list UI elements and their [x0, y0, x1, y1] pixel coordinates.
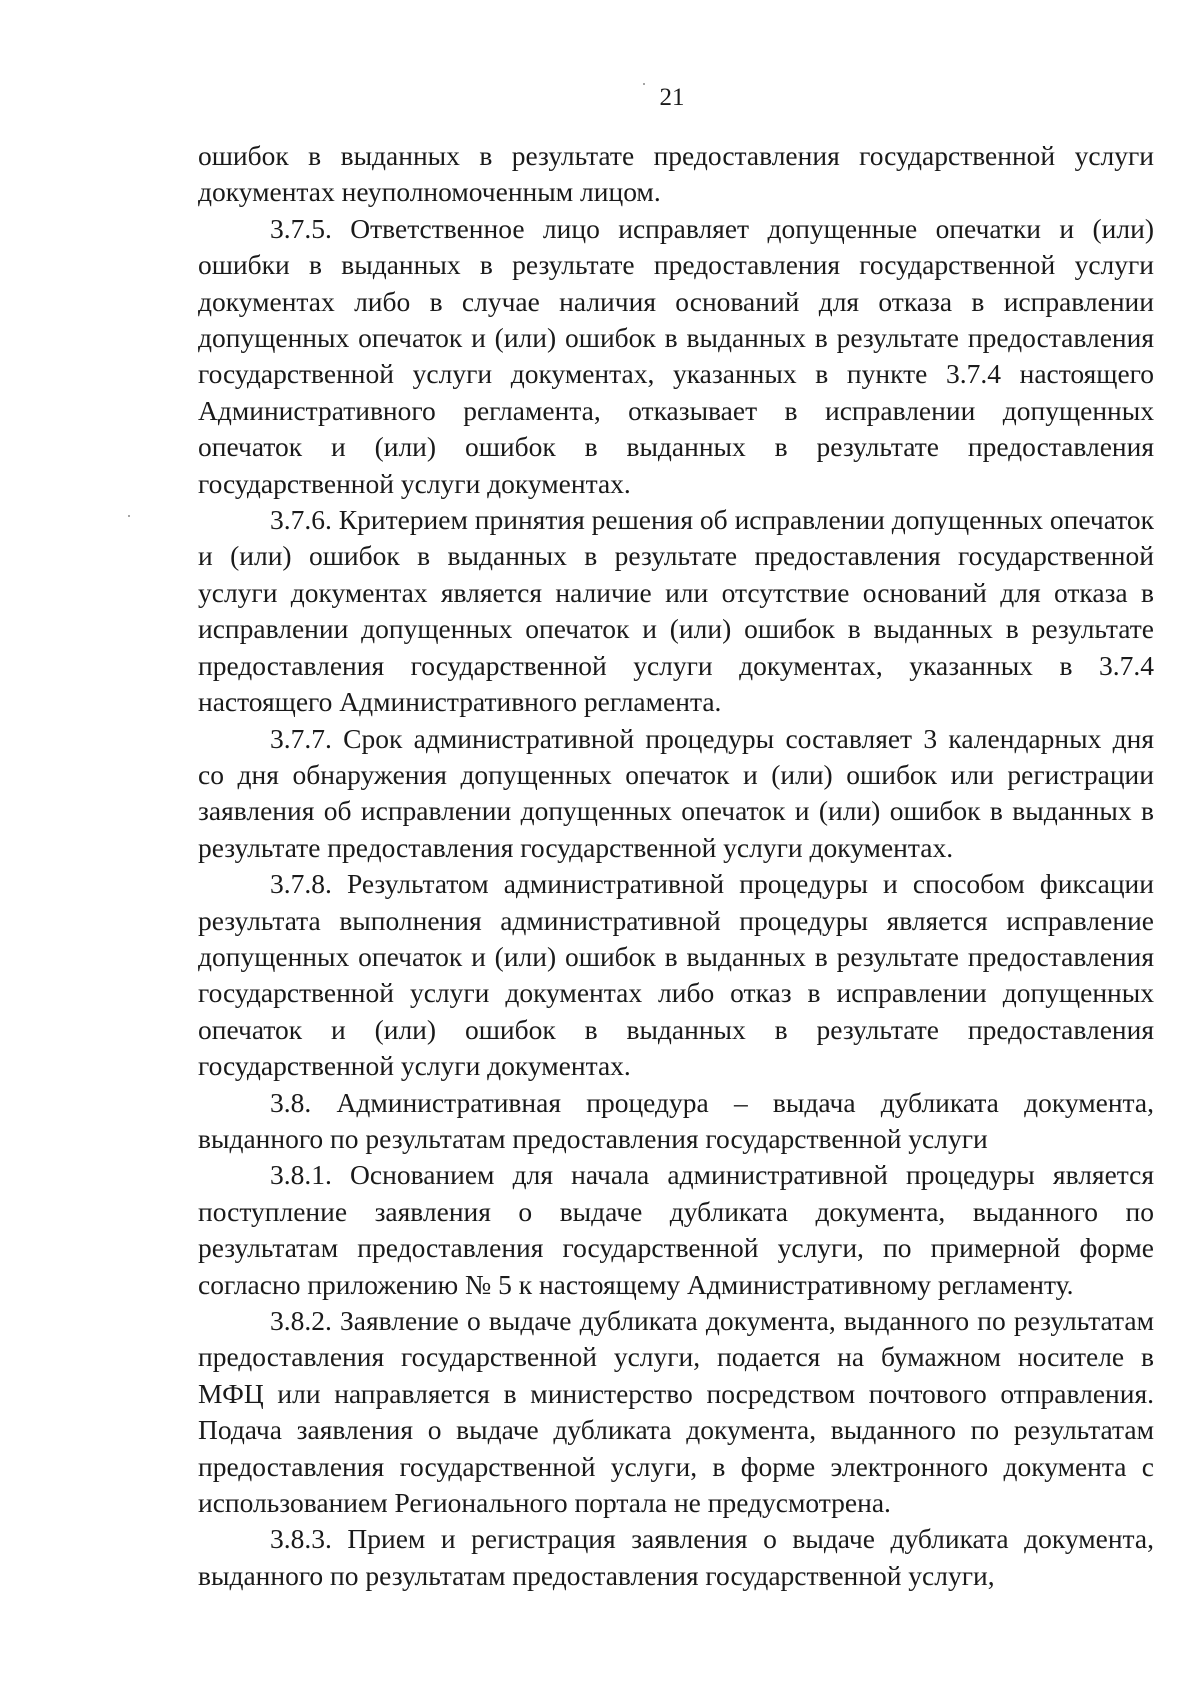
scan-speck: [128, 515, 130, 517]
paragraph-3-8: 3.8. Административная процедура – выдача дубликата документа, выданного по результатам предоставления государственной услуги: [198, 1086, 1154, 1154]
paragraph-continued: ошибок в выданных в результате предоставления государственной услуги документах неуполномоченным лицом.: [198, 140, 1154, 208]
page-number: 21: [659, 84, 685, 111]
paragraph-3-7-8: 3.7.8. Результатом административной процедуры и способом фиксации результата выполнения административной процедуры является исправление допущенных опечаток и (или) ошибок в выданных в результате предоставления государственной услуги документах либо отказ в исправлении допущенных опечаток и (или) ошибок в выданных в результате предоставления государственной услуги документах.: [198, 868, 1154, 1082]
document-body: [198, 138, 1154, 1594]
paragraph-3-7-7: 3.7.7. Срок административной процедуры составляет 3 календарных дня со дня обнаружения допущенных опечаток и (или) ошибок или регистрации заявления об исправлении допущенных опечаток и (или) ошибок в выданных в результате предоставления государственной услуги документах.: [198, 722, 1154, 863]
paragraph-3-8-1: 3.8.1. Основанием для начала административной процедуры является поступление заявления о выдаче дубликата документа, выданного по результатам предоставления государственной услуги, по примерной форме согласно приложению № 5 к настоящему Административному регламенту.: [198, 1159, 1154, 1300]
paragraph-3-8-2: 3.8.2. Заявление о выдаче дубликата документа, выданного по результатам предоставления государственной услуги, подается на бумажном носителе в МФЦ или направляется в министерство посредством почтового отправления. Подача заявления о выдаче дубликата документа, выданного по результатам предоставления государственной услуги, в форме электронного документа с использованием Регионального портала не предусмотрена.: [198, 1305, 1154, 1519]
paragraph-3-7-6: 3.7.6. Критерием принятия решения об исправлении допущенных опечаток и (или) ошибок в выданных в результате предоставления государственной услуги документах является наличие или отсутствие оснований для отказа в исправлении допущенных опечаток и (или) ошибок в выданных в результате предоставления государственной услуги документах, указанных в 3.7.4 настоящего Административного регламента.: [198, 504, 1154, 718]
scan-speck: [643, 83, 645, 85]
paragraph-3-8-3: 3.8.3. Прием и регистрация заявления о выдаче дубликата документа, выданного по результатам предоставления государственной услуги,: [198, 1523, 1154, 1591]
paragraph-3-7-5: 3.7.5. Ответственное лицо исправляет допущенные опечатки и (или) ошибки в выданных в результате предоставления государственной услуги документах либо в случае наличия оснований для отказа в исправлении допущенных опечаток и (или) ошибок в выданных в результате предоставления государственной услуги документах, указанных в пункте 3.7.4 настоящего Административного регламента, отказывает в исправлении допущенных опечаток и (или) ошибок в выданных в результате предоставления государственной услуги документах.: [198, 212, 1154, 499]
